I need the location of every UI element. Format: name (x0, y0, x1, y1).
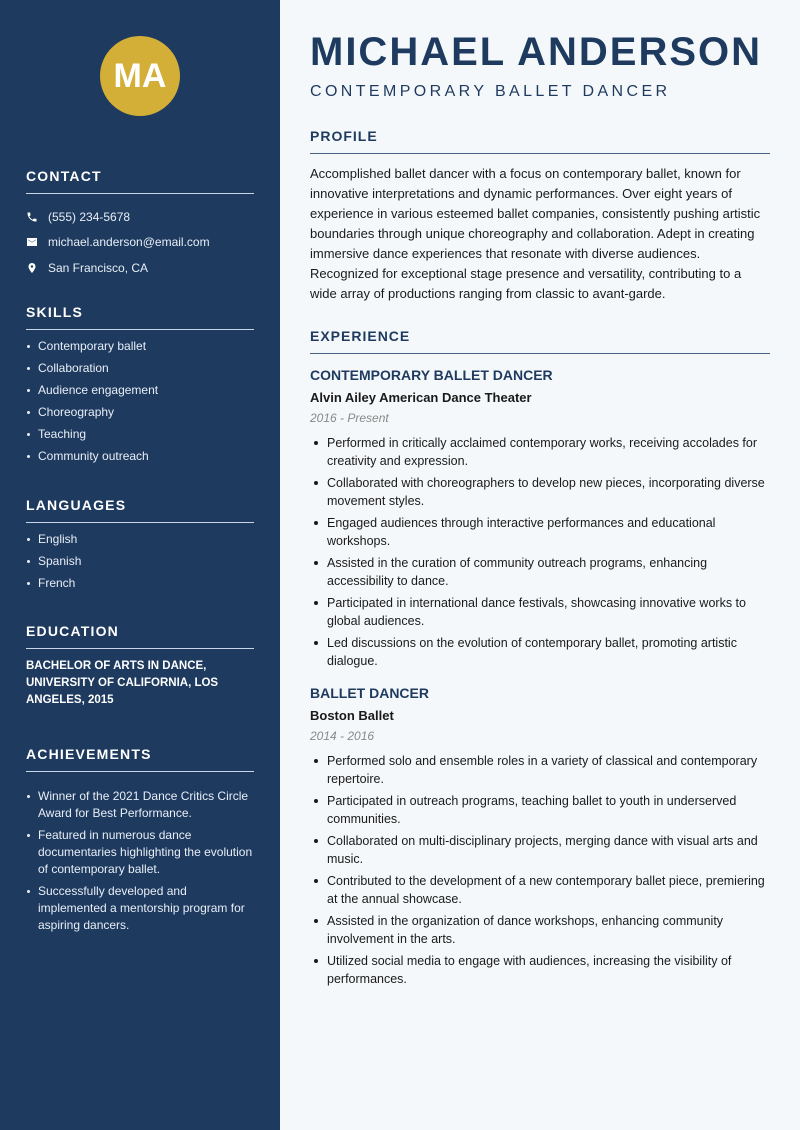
contact-location: San Francisco, CA (26, 255, 254, 281)
experience-section (310, 327, 770, 992)
job-bullet: Assisted in the organization of dance workshops, enhancing community involvement in the arts. (310, 912, 770, 948)
job-bullet: Contributed to the development of a new contemporary ballet piece, premiering at the annual showcase. (310, 872, 770, 908)
job-dates: 2016 - Present (310, 411, 389, 425)
job-bullet: Participated in international dance festivals, showcasing innovative works to global audiences. (310, 594, 770, 630)
email-icon (26, 236, 38, 248)
job-bullet: Performed solo and ensemble roles in a variety of classical and contemporary repertoire. (310, 752, 770, 788)
job-entry (310, 684, 770, 988)
profile-text: Accomplished ballet dancer with a focus on contemporary ballet, known for innovative interpretations and dynamic performances. Over eight years of experience in various esteemed ballet companies, consistently pushing artistic boundaries through unique choreography and collaboration. Adept in creating immersive dance experiences that resonate with diverse audiences. Recognized for exceptional stage presence and versatility, contributing to a wide array of productions ranging from classic to avant-garde. (310, 166, 761, 301)
job-bullet: Performed in critically acclaimed contemporary works, receiving accolades for creativity and expression. (310, 434, 770, 470)
skills-section (26, 303, 254, 470)
avatar-initials: MA (113, 56, 167, 95)
job-bullet: Engaged audiences through interactive performances and educational workshops. (310, 514, 770, 550)
divider (310, 353, 770, 354)
section-heading: PROFILE (310, 128, 378, 144)
contact-email[interactable]: michael.anderson@email.com (26, 230, 254, 256)
job-entry (310, 366, 770, 670)
job-bullet: Assisted in the curation of community outreach programs, enhancing accessibility to dance. (310, 554, 770, 590)
list-item: Community outreach (26, 448, 254, 465)
job-title: BALLET DANCER (310, 685, 429, 701)
list-item: Spanish (26, 553, 254, 570)
list-item: Contemporary ballet (26, 338, 254, 355)
contact-phone: (555) 234-5678 (26, 204, 254, 230)
list-item: Choreography (26, 404, 254, 421)
languages-section (26, 496, 254, 597)
list-item: Audience engagement (26, 382, 254, 399)
divider (310, 153, 770, 154)
job-company: Boston Ballet (310, 708, 394, 723)
job-title: CONTEMPORARY BALLET DANCER (310, 367, 553, 383)
profile-section (310, 127, 770, 304)
job-bullet: Led discussions on the evolution of contemporary ballet, promoting artistic dialogue. (310, 634, 770, 670)
section-heading: CONTACT (26, 168, 102, 184)
divider (26, 329, 254, 330)
list-item: Successfully developed and implemented a mentorship program for aspiring dancers. (26, 883, 254, 934)
list-item: Winner of the 2021 Dance Critics Circle Award for Best Performance. (26, 788, 254, 822)
location-pin-icon (26, 262, 38, 274)
section-heading: EDUCATION (26, 623, 119, 639)
candidate-title: CONTEMPORARY BALLET DANCER (310, 83, 671, 100)
education-entry: BACHELOR OF ARTS IN DANCE, UNIVERSITY OF CALIFORNIA, LOS ANGELES, 2015 (26, 660, 219, 706)
contact-section (26, 167, 254, 281)
job-bullet: Participated in outreach programs, teaching ballet to youth in underserved communities. (310, 792, 770, 828)
divider (26, 771, 254, 772)
education-section (26, 622, 254, 709)
achievements-section (26, 745, 254, 939)
job-bullet: Collaborated with choreographers to develop new pieces, incorporating diverse movement styles. (310, 474, 770, 510)
divider (26, 193, 254, 194)
divider (26, 522, 254, 523)
list-item: English (26, 531, 254, 548)
job-bullet: Collaborated on multi-disciplinary projects, merging dance with visual arts and music. (310, 832, 770, 868)
sidebar (0, 0, 280, 1130)
list-item: French (26, 575, 254, 592)
section-heading: SKILLS (26, 304, 83, 320)
avatar (100, 36, 180, 116)
section-heading: ACHIEVEMENTS (26, 746, 152, 762)
job-bullet: Utilized social media to engage with audiences, increasing the visibility of performances. (310, 952, 770, 988)
list-item: Collaboration (26, 360, 254, 377)
job-company: Alvin Ailey American Dance Theater (310, 390, 532, 405)
section-heading: LANGUAGES (26, 497, 127, 513)
list-item: Teaching (26, 426, 254, 443)
section-heading: EXPERIENCE (310, 328, 411, 344)
list-item: Featured in numerous dance documentaries highlighting the evolution of contemporary ballet. (26, 827, 254, 878)
phone-icon (26, 211, 38, 223)
job-dates: 2014 - 2016 (310, 729, 375, 743)
divider (26, 648, 254, 649)
candidate-name: MICHAEL ANDERSON (310, 30, 763, 74)
